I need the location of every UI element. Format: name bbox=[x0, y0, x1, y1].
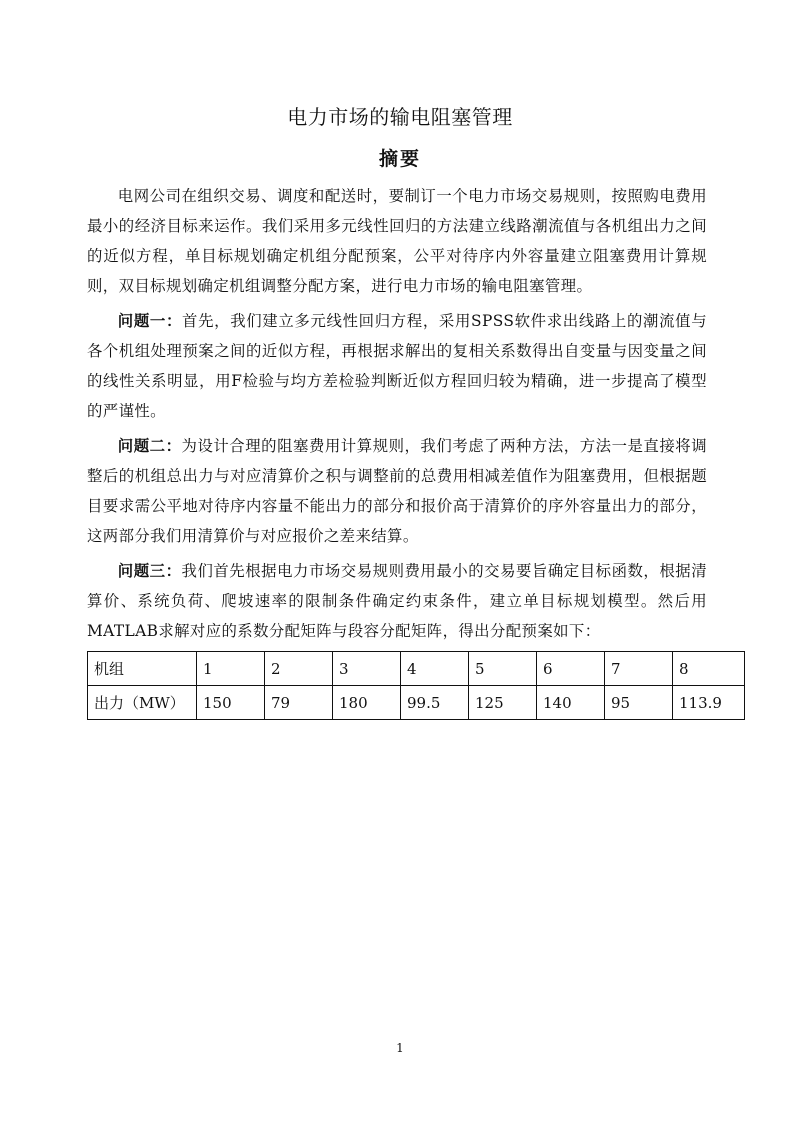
abstract-body bbox=[87, 181, 707, 646]
table-header-cell: 机组 bbox=[88, 652, 197, 686]
table-cell: 1 bbox=[197, 652, 265, 686]
table-cell: 5 bbox=[469, 652, 537, 686]
allocation-table bbox=[87, 651, 745, 720]
question-3-label: 问题三： bbox=[117, 562, 182, 580]
table-row-output bbox=[88, 686, 745, 720]
intro-paragraph: 电网公司在组织交易、调度和配送时，要制订一个电力市场交易规则，按照购电费用最小的经济目标来运作。我们采用多元线性回归的方法建立线路潮流值与各机组出力之间的近似方程，单目标规划确定机组分配预案，公平对待序内外容量建立阻塞费用计算规则，双目标规划确定机组调整分配方案，进行电力市场的输电阻塞管理。 bbox=[87, 187, 707, 295]
table-cell: 79 bbox=[265, 686, 333, 720]
question-2-label: 问题二： bbox=[117, 437, 182, 455]
question-3-text: 我们首先根据电力市场交易规则费用最小的交易要旨确定目标函数，根据清算价、系统负荷、爬坡速率的限制条件确定约束条件，建立单目标规划模型。然后用MATLAB求解对应的系数分配矩阵与段容分配矩阵，得出分配预案如下： bbox=[87, 562, 707, 640]
table-cell: 180 bbox=[333, 686, 401, 720]
table-cell: 150 bbox=[197, 686, 265, 720]
question-2-text: 为设计合理的阻塞费用计算规则，我们考虑了两种方法，方法一是直接将调整后的机组总出力与对应清算价之积与调整前的总费用相减差值作为阻塞费用，但根据题目要求需公平地对待序内容量不能出力的部分和报价高于清算价的序外容量出力的部分，这两部分我们用清算价与对应报价之差来结算。 bbox=[87, 437, 707, 545]
table-cell: 2 bbox=[265, 652, 333, 686]
table-cell: 4 bbox=[401, 652, 469, 686]
table-row-units bbox=[88, 652, 745, 686]
abstract-heading: 摘要 bbox=[378, 148, 421, 170]
page-number: 1 bbox=[396, 1041, 404, 1055]
question-3-paragraph bbox=[87, 556, 707, 646]
question-2-paragraph bbox=[87, 431, 707, 551]
table-cell: 8 bbox=[673, 652, 745, 686]
table-cell: 113.9 bbox=[673, 686, 745, 720]
question-1-paragraph bbox=[87, 306, 707, 426]
question-1-text: 首先，我们建立多元线性回归方程，采用SPSS软件求出线路上的潮流值与各个机组处理预案之间的近似方程，再根据求解出的复相关系数得出自变量与因变量之间的线性关系明显，用F检验与均方差检验判断近似方程回归较为精确，进一步提高了模型的严谨性。 bbox=[87, 312, 707, 420]
table-cell: 3 bbox=[333, 652, 401, 686]
table-cell: 125 bbox=[469, 686, 537, 720]
paper-title: 电力市场的输电阻塞管理 bbox=[287, 105, 513, 129]
table-cell: 99.5 bbox=[401, 686, 469, 720]
table-cell: 6 bbox=[537, 652, 605, 686]
table-cell: 140 bbox=[537, 686, 605, 720]
table-header-cell: 出力（MW） bbox=[88, 686, 197, 720]
question-1-label: 问题一： bbox=[117, 312, 183, 330]
table-cell: 7 bbox=[605, 652, 673, 686]
table-cell: 95 bbox=[605, 686, 673, 720]
